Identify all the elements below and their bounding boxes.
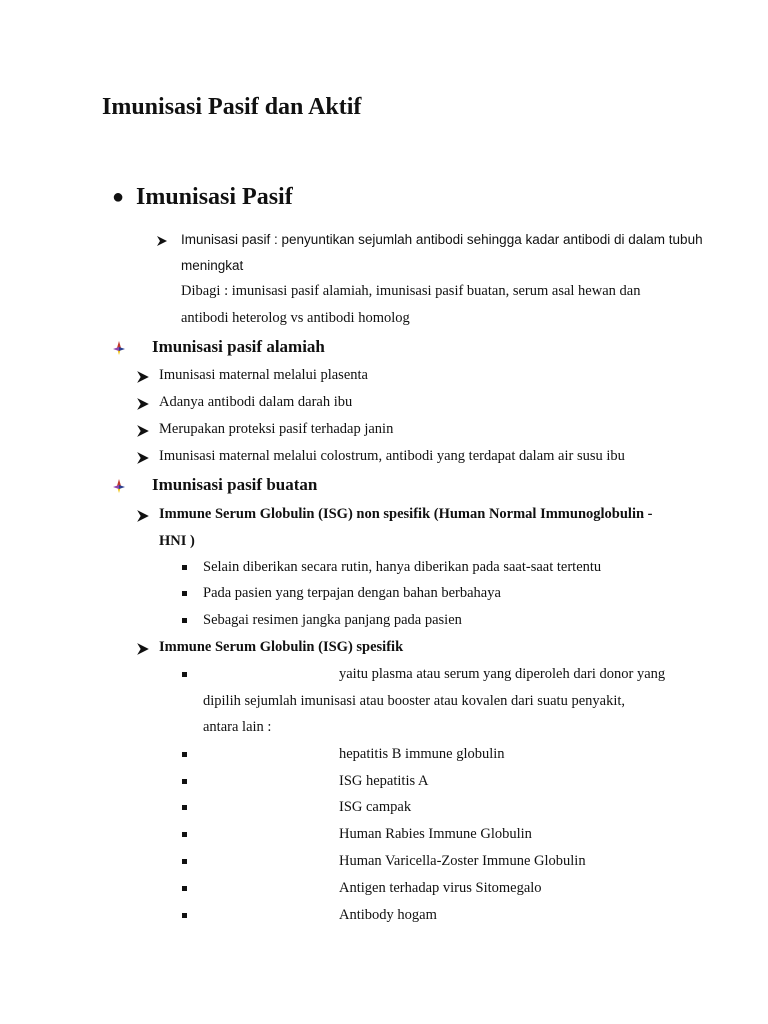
alamiah-list-item: Adanya antibodi dalam darah ibu xyxy=(159,394,353,410)
arrow-bullet-icon xyxy=(136,397,150,411)
square-bullet-icon xyxy=(182,591,187,596)
square-bullet-icon xyxy=(182,886,187,891)
subsection-heading-buatan: Imunisasi pasif buatan xyxy=(152,475,318,494)
spesifik-list-item: Human Rabies Immune Globulin xyxy=(339,826,532,842)
section-heading-pasif: Imunisasi Pasif xyxy=(136,184,293,210)
diamond-marker-top xyxy=(117,341,121,348)
diamond-marker-icon xyxy=(113,341,125,360)
diamond-marker-left xyxy=(113,347,119,351)
subsection-heading-alamiah: Imunisasi pasif alamiah xyxy=(152,337,325,356)
diamond-marker-top xyxy=(117,479,121,486)
square-bullet-icon xyxy=(182,672,187,677)
arrow-bullet-icon xyxy=(136,509,150,523)
spesifik-list-item: Antibody hogam xyxy=(339,907,437,923)
dibagi-line-1: Dibagi : imunisasi pasif alamiah, imunisasi pasif buatan, serum asal hewan dan xyxy=(181,283,641,299)
arrow-bullet-icon xyxy=(136,424,150,438)
arrow-bullet-icon xyxy=(156,235,168,247)
diamond-marker-icon xyxy=(113,479,125,498)
definition-line-1: Imunisasi pasif : penyuntikan sejumlah antibodi sehingga kadar antibodi di dalam tubuh xyxy=(181,232,703,247)
spesifik-list-item: Human Varicella-Zoster Immune Globulin xyxy=(339,853,586,869)
square-bullet-icon xyxy=(182,779,187,784)
arrow-bullet-icon xyxy=(136,370,150,384)
alamiah-list-item: Imunisasi maternal melalui plasenta xyxy=(159,367,368,383)
spesifik-desc-line-2: dipilih sejumlah imunisasi atau booster atau kovalen dari suatu penyakit, xyxy=(203,693,626,709)
spesifik-list-item: Antigen terhadap virus Sitomegalo xyxy=(339,880,542,896)
square-bullet-icon xyxy=(182,618,187,623)
diamond-marker-right xyxy=(119,347,125,351)
diamond-marker-right xyxy=(119,485,125,489)
alamiah-list-item: Imunisasi maternal melalui colostrum, antibodi yang terdapat dalam air susu ibu xyxy=(159,448,625,464)
document-title: Imunisasi Pasif dan Aktif xyxy=(102,94,362,120)
isg-nonspesifik-line-2: HNI ) xyxy=(159,533,195,549)
square-bullet-icon xyxy=(182,752,187,757)
circle-bullet-icon: ● xyxy=(112,186,125,208)
arrow-bullet-icon xyxy=(136,642,150,656)
spesifik-desc-line-1: yaitu plasma atau serum yang diperoleh dari donor yang xyxy=(339,666,666,682)
nonspesifik-list-item: Selain diberikan secara rutin, hanya diberikan pada saat-saat tertentu xyxy=(203,559,602,575)
square-bullet-icon xyxy=(182,805,187,810)
alamiah-list-item: Merupakan proteksi pasif terhadap janin xyxy=(159,421,394,437)
square-bullet-icon xyxy=(182,832,187,837)
isg-spesifik-heading: Immune Serum Globulin (ISG) spesifik xyxy=(159,639,404,655)
dibagi-line-2: antibodi heterolog vs antibodi homolog xyxy=(181,310,410,326)
square-bullet-icon xyxy=(182,565,187,570)
square-bullet-icon xyxy=(182,859,187,864)
definition-line-2: meningkat xyxy=(181,258,244,273)
diamond-marker-left xyxy=(113,485,119,489)
arrow-bullet-icon xyxy=(136,451,150,465)
isg-nonspesifik-line-1: Immune Serum Globulin (ISG) non spesifik (Human Normal Immunoglobulin - xyxy=(159,506,653,522)
spesifik-list-item: ISG campak xyxy=(339,799,412,815)
nonspesifik-list-item: Sebagai resimen jangka panjang pada pasien xyxy=(203,612,462,628)
square-bullet-icon xyxy=(182,913,187,918)
spesifik-list-item: ISG hepatitis A xyxy=(339,773,429,789)
nonspesifik-list-item: Pada pasien yang terpajan dengan bahan berbahaya xyxy=(203,585,501,601)
spesifik-list-item: hepatitis B immune globulin xyxy=(339,746,505,762)
spesifik-desc-line-3: antara lain : xyxy=(203,719,272,735)
